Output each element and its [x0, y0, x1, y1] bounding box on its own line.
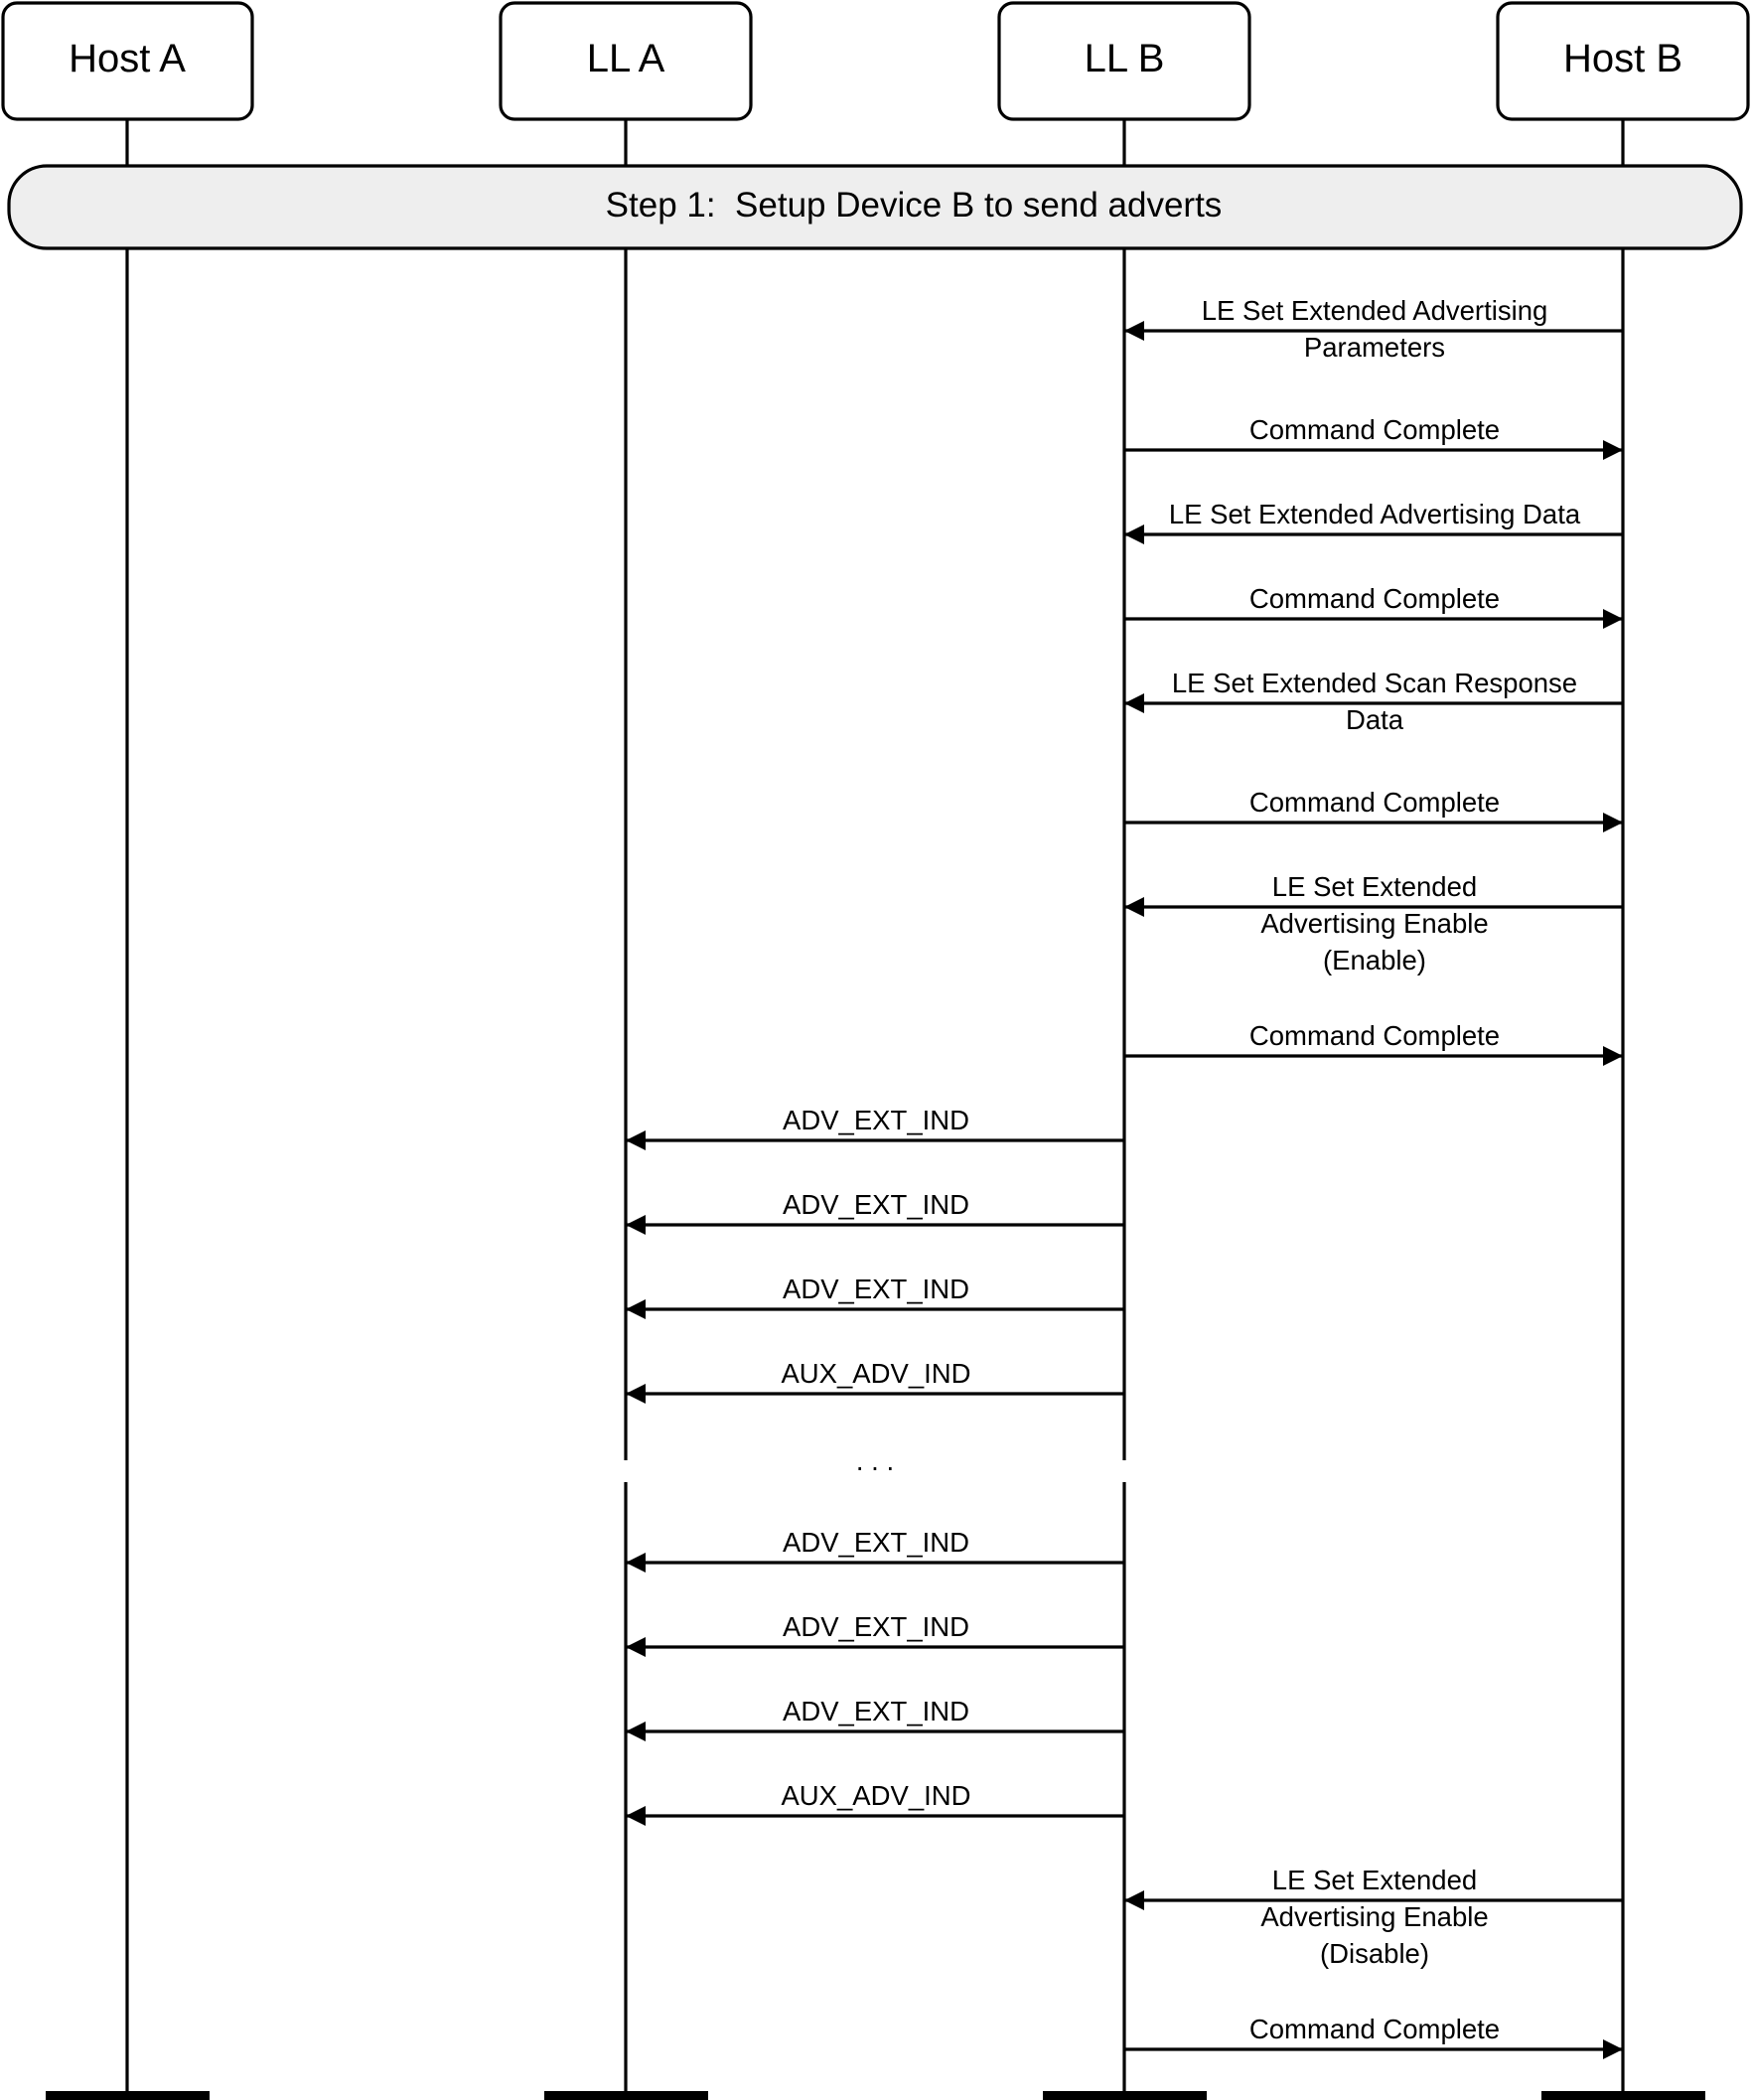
participant-label: Host B — [1562, 37, 1683, 80]
participant-label: LL A — [586, 37, 665, 80]
message-label: Command Complete — [1248, 1020, 1501, 1051]
message-label: ADV_EXT_IND — [783, 1527, 969, 1558]
message — [626, 1696, 1124, 1731]
message — [626, 1274, 1124, 1309]
message — [1124, 583, 1623, 619]
participant-ll-a — [501, 3, 751, 119]
message-label: ADV_EXT_IND — [783, 1189, 969, 1220]
participant-host-b — [1498, 3, 1748, 119]
lifeline-end-ll-a — [544, 2091, 708, 2100]
message-label: Parameters — [1303, 332, 1446, 363]
message — [1124, 668, 1623, 735]
participant-label: LL B — [1084, 37, 1165, 80]
message-label: Command Complete — [1248, 583, 1501, 614]
lifeline-end-host-b — [1541, 2091, 1705, 2100]
message — [626, 1780, 1124, 1816]
message-label: LE Set Extended — [1271, 871, 1478, 902]
step-label: Step 1: Setup Device B to send adverts — [605, 186, 1223, 225]
message — [626, 1611, 1124, 1647]
message-label: ADV_EXT_IND — [783, 1105, 969, 1135]
message — [626, 1105, 1124, 1140]
message-label: Advertising Enable — [1260, 1901, 1489, 1932]
message-label: (Disable) — [1319, 1938, 1430, 1969]
lifeline-ends — [46, 2091, 1705, 2100]
message-label: ADV_EXT_IND — [783, 1274, 969, 1304]
message — [1124, 1865, 1623, 1969]
message-label: ADV_EXT_IND — [783, 1696, 969, 1726]
message-label: Command Complete — [1248, 787, 1501, 818]
message-label: Command Complete — [1248, 2014, 1501, 2044]
participant-label: Host A — [69, 37, 186, 80]
message-label: LE Set Extended Advertising Data — [1168, 499, 1581, 529]
message-label: AUX_ADV_IND — [781, 1780, 971, 1811]
message — [1124, 414, 1623, 450]
message-label: Data — [1345, 704, 1404, 735]
message-label: (Enable) — [1323, 945, 1426, 975]
message — [1124, 787, 1623, 823]
message-label: Command Complete — [1248, 414, 1501, 445]
message-label: LE Set Extended Advertising — [1201, 295, 1548, 326]
ellipsis-label: . . . — [855, 1445, 895, 1476]
message — [626, 1189, 1124, 1225]
participant-ll-b — [999, 3, 1249, 119]
message-label: Advertising Enable — [1260, 908, 1489, 939]
message — [1124, 499, 1623, 534]
message-label: LE Set Extended — [1271, 1865, 1478, 1895]
lifeline-end-ll-b — [1043, 2091, 1207, 2100]
message — [1124, 871, 1623, 975]
message — [1124, 1020, 1623, 1056]
ellipsis — [618, 1445, 1132, 1482]
message-label: LE Set Extended Scan Response — [1171, 668, 1578, 698]
message-label: ADV_EXT_IND — [783, 1611, 969, 1642]
step-banner — [9, 166, 1741, 248]
message — [626, 1358, 1124, 1394]
participant-host-a — [3, 3, 252, 119]
message — [1124, 2014, 1623, 2049]
lifeline-end-host-a — [46, 2091, 210, 2100]
message — [1124, 295, 1623, 363]
message — [626, 1527, 1124, 1563]
message-label: AUX_ADV_IND — [781, 1358, 971, 1389]
